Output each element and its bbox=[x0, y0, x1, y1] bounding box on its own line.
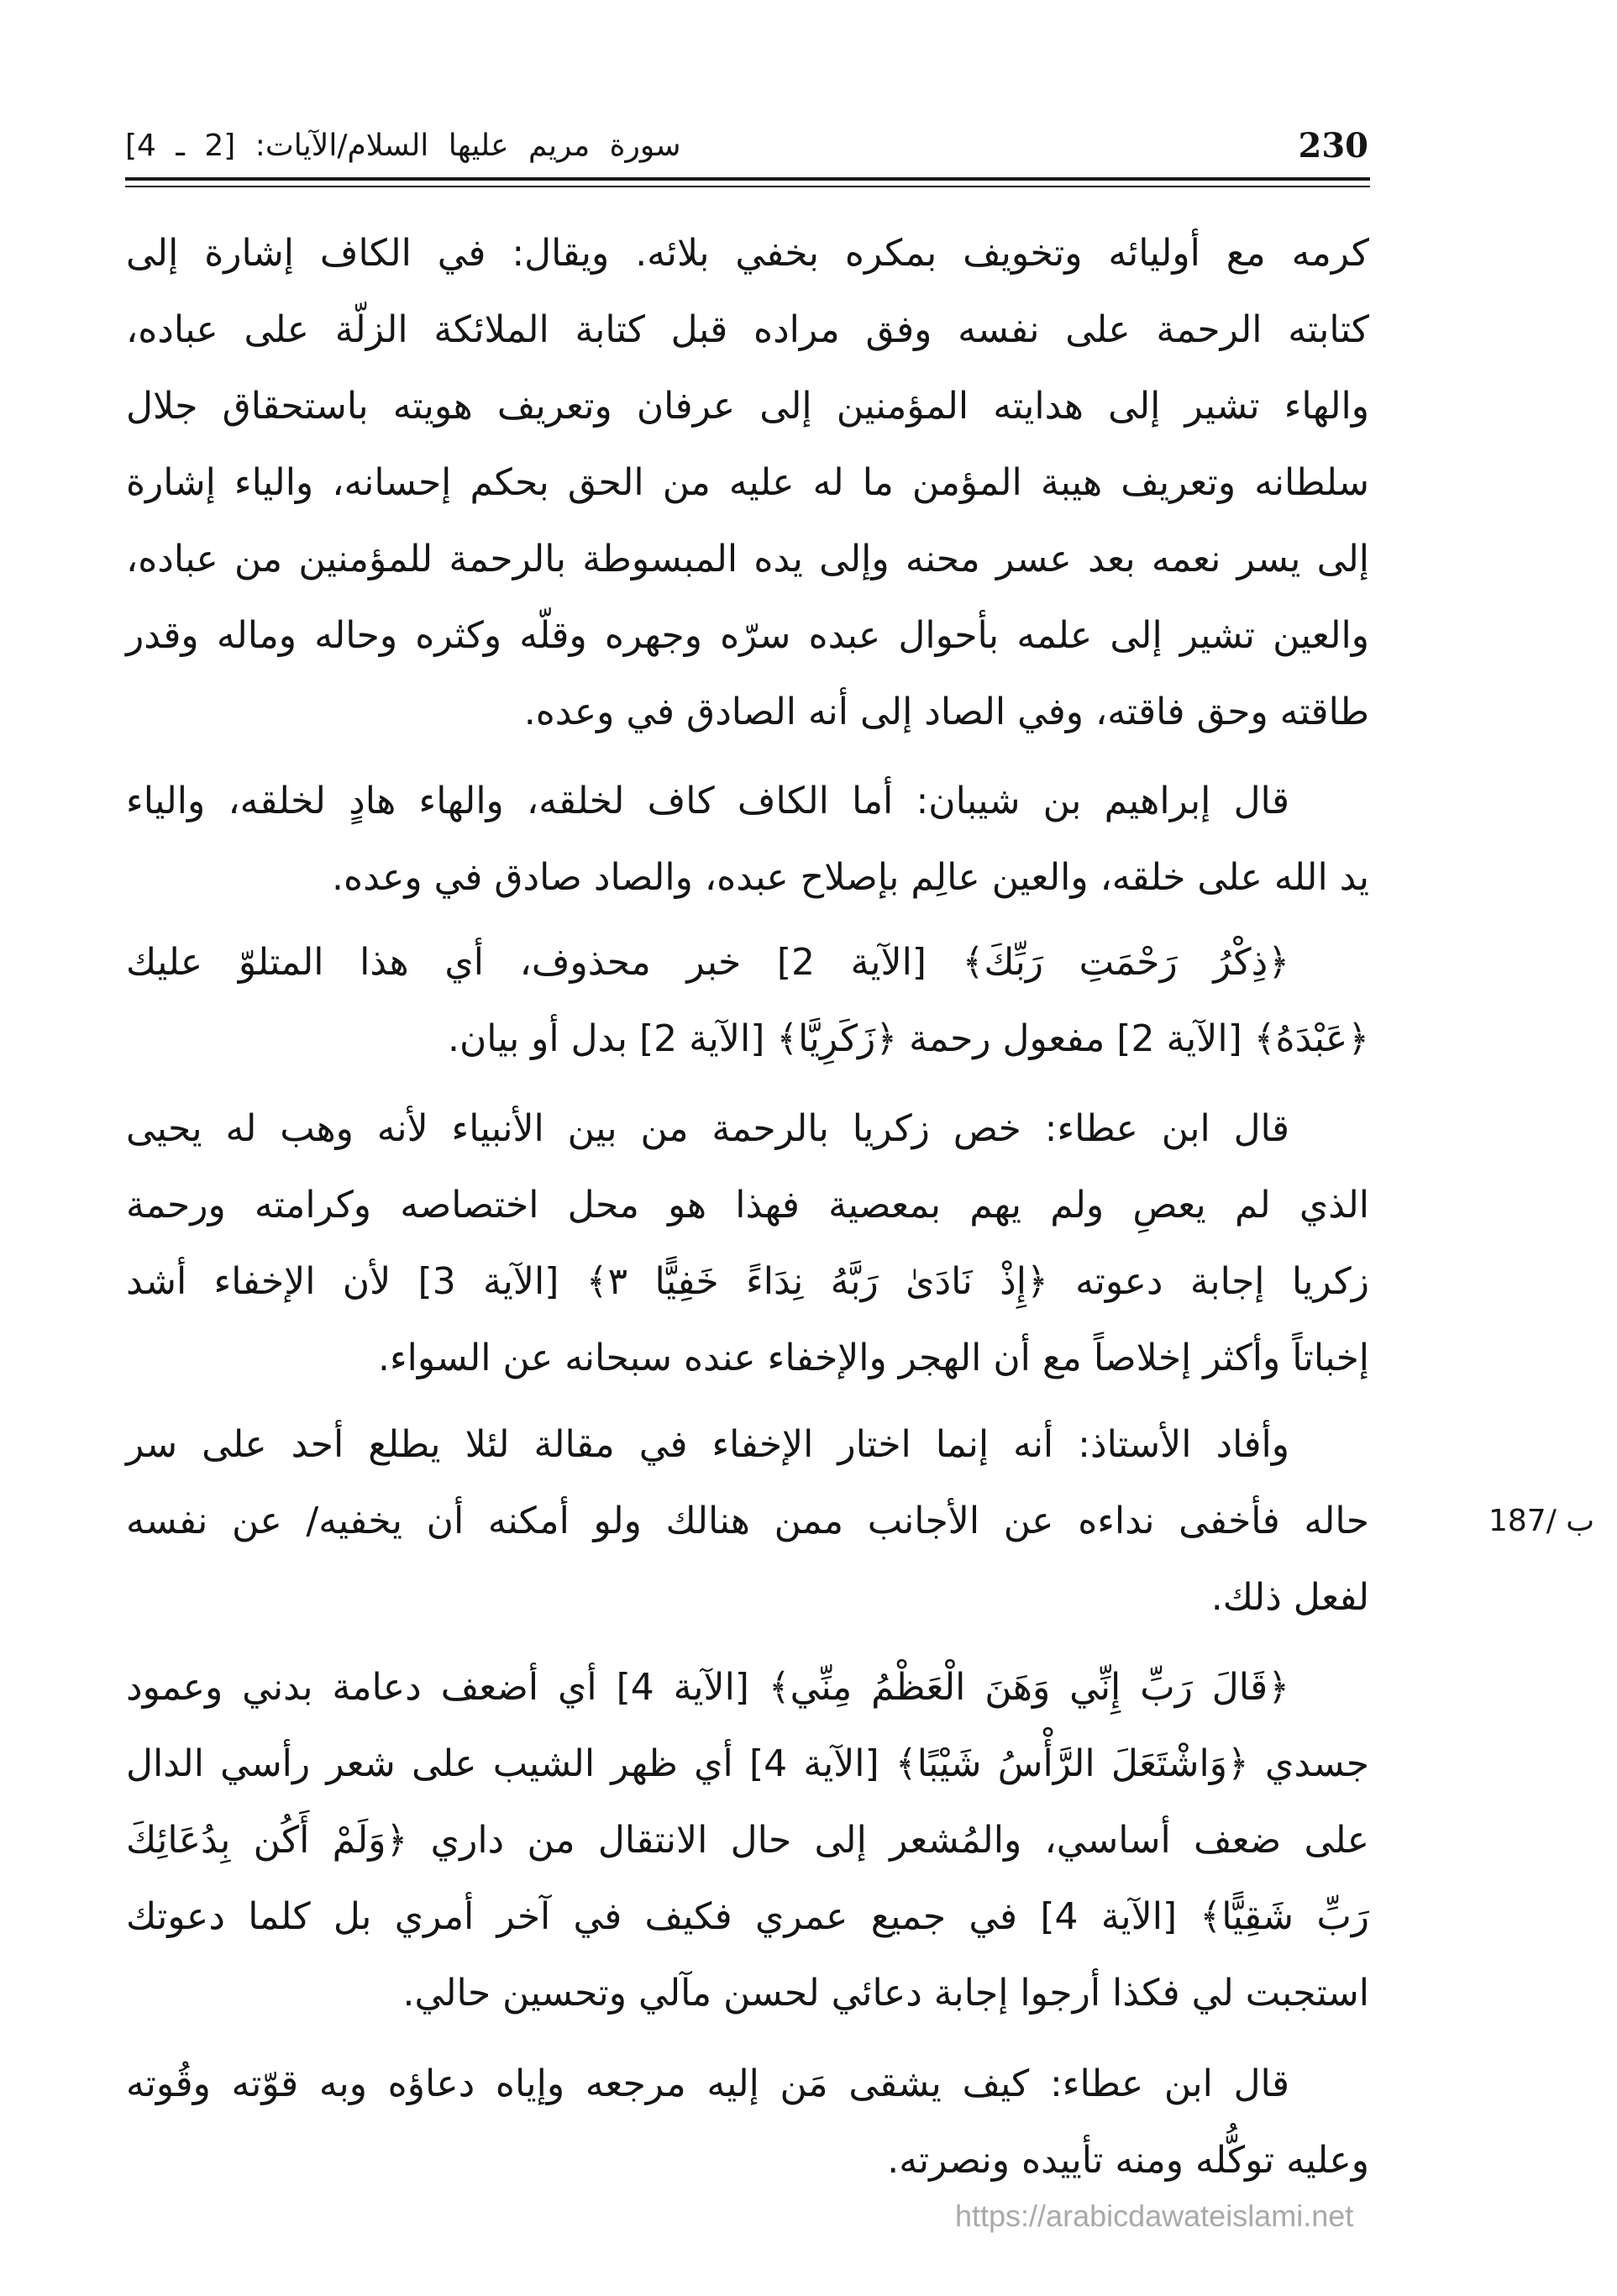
paragraph bbox=[126, 924, 1369, 1077]
header-rule-thick bbox=[125, 177, 1370, 181]
paragraph bbox=[126, 2046, 1369, 2199]
text-line: زكريا إجابة دعوته ﴿إِذْ نَادَىٰ رَبَّهُ نِدَاءً خَفِيًّا ٣﴾ [الآية 3] لأن الإخفاء أشد bbox=[126, 1260, 1369, 1303]
text-line: كرمه مع أوليائه وتخويف بمكره بخفي بلائه. ويقال: في الكاف إشارة إلى bbox=[126, 232, 1369, 275]
text-line: قال إبراهيم بن شيبان: أما الكاف كاف لخلقه، والهاء هادٍ لخلقه، والياء bbox=[126, 780, 1289, 822]
text-line: الذي لم يعصِ ولم يهم بمعصية فهذا هو محل اختصاصه وكرامته ورحمة bbox=[126, 1184, 1369, 1227]
text-line: ﴿قَالَ رَبِّ إِنِّي وَهَنَ الْعَظْمُ مِنِّي﴾ [الآية 4] أي أضعف دعامة بدني وعمود bbox=[126, 1666, 1289, 1709]
text-line: قال ابن عطاء: خص زكريا بالرحمة من بين الأنبياء لأنه وهب له يحيى bbox=[126, 1107, 1289, 1150]
text-line: استجبت لي فكذا أرجوا إجابة دعائي لحسن مآلي وتحسين حالي. bbox=[402, 1972, 1369, 2015]
paragraph bbox=[126, 215, 1369, 750]
text-line: جسدي ﴿وَاشْتَعَلَ الرَّأْسُ شَيْبًا﴾ [الآية 4] أي ظهر الشيب على شعر رأسي الدال bbox=[126, 1742, 1369, 1785]
text-line: قال ابن عطاء: كيف يشقى مَن إليه مرجعه وإياه دعاؤه وبه قوّته وقُوته bbox=[126, 2062, 1289, 2105]
text-line: وعليه توكُّله ومنه تأييده ونصرته. bbox=[887, 2139, 1369, 2182]
text-line: ﴿ذِكْرُ رَحْمَتِ رَبِّكَ﴾ [الآية 2] خبر محذوف، أي هذا المتلوّ عليك bbox=[126, 941, 1289, 984]
text-line: سلطانه وتعريف هيبة المؤمن ما له عليه من الحق بحكم إحسانه، والياء إشارة bbox=[126, 461, 1369, 504]
paragraph bbox=[126, 1649, 1369, 2031]
running-header bbox=[125, 116, 1368, 170]
text-line: ﴿عَبْدَهُ﴾ [الآية 2] مفعول رحمة ﴿زَكَرِيَّا﴾ [الآية 2] بدل أو بيان. bbox=[447, 1017, 1369, 1060]
text-line: طاقته وحق فاقته، وفي الصاد إلى أنه الصادق في وعده. bbox=[523, 691, 1369, 733]
text-line: وأفاد الأستاذ: أنه إنما اختار الإخفاء في مقالة لئلا يطلع أحد على سر bbox=[126, 1423, 1289, 1466]
manuscript-folio-note: 187/ ب bbox=[1488, 1504, 1595, 1538]
watermark-url: https://arabicdawateislami.net bbox=[955, 2199, 1354, 2233]
text-line: على ضعف أساسي، والمُشعر إلى حال الانتقال من داري ﴿وَلَمْ أَكُن بِدُعَائِكَ bbox=[126, 1819, 1369, 1862]
text-line: والعين تشير إلى علمه بأحوال عبده سرّه وجهره وقلّه وكثره وحاله وماله وقدر bbox=[126, 614, 1369, 657]
text-line: يد الله على خلقه، والعين عالِم بإصلاح عبده، والصاد صادق في وعده. bbox=[332, 856, 1369, 899]
paragraph bbox=[126, 763, 1369, 916]
text-line: إلى يسر نعمه بعد عسر محنه وإلى يده المبسوطة بالرحمة للمؤمنين من عباده، bbox=[126, 538, 1369, 581]
text-line: حاله فأخفى نداءه عن الأجانب ممن هنالك ولو أمكنه أن يخفيه/ عن نفسه bbox=[126, 1500, 1369, 1542]
text-line: كتابته الرحمة على نفسه وفق مراده قبل كتابة الملائكة الزلّة على عباده، bbox=[126, 308, 1369, 351]
header-rule-thin bbox=[125, 186, 1370, 187]
text-line: لفعل ذلك. bbox=[1210, 1576, 1369, 1619]
running-title: سورة مريم عليها السلام/الآيات: [2 ـ 4] bbox=[125, 129, 681, 163]
paragraph bbox=[126, 1406, 1369, 1636]
text-line: والهاء تشير إلى هدايته المؤمنين إلى عرفان وتعريف هويته باستحقاق جلال bbox=[126, 385, 1369, 428]
paragraph bbox=[126, 1090, 1369, 1396]
text-line: رَبِّ شَقِيًّا﴾ [الآية 4] في جميع عمري فكيف في آخر أمري بل كلما دعوتك bbox=[126, 1895, 1369, 1938]
page-number: 230 bbox=[1298, 126, 1368, 166]
text-line: إخباتاً وأكثر إخلاصاً مع أن الهجر والإخفاء عنده سبحانه عن السواء. bbox=[377, 1337, 1369, 1379]
